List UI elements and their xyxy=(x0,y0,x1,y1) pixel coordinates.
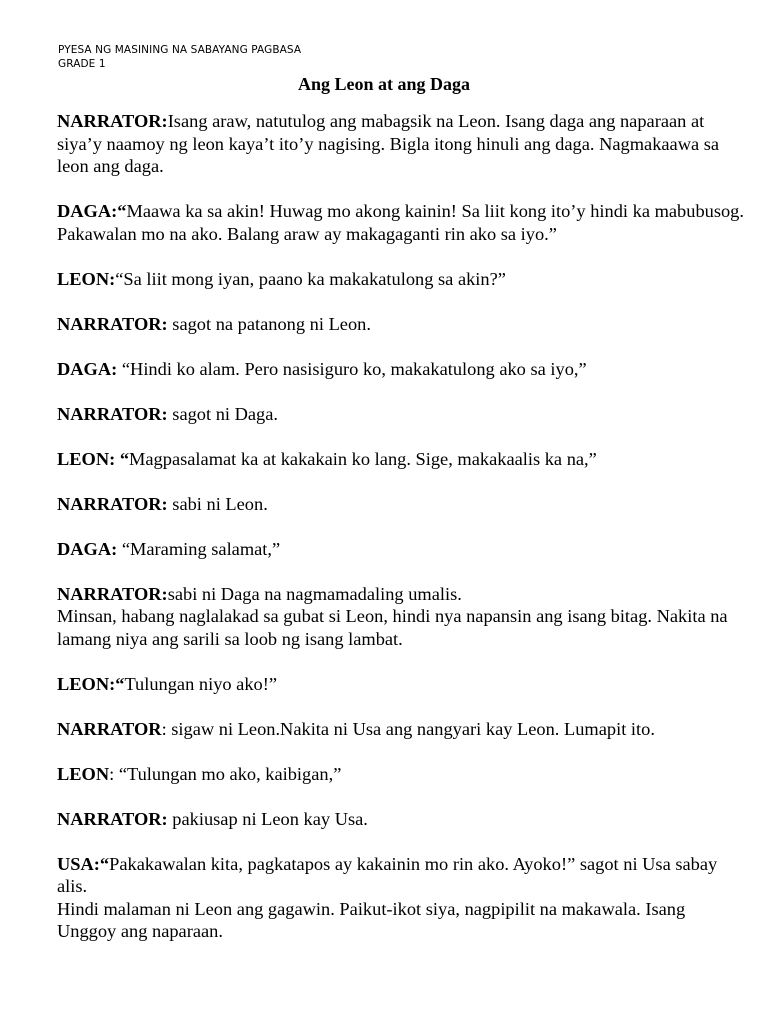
script-line xyxy=(57,583,747,651)
script-line xyxy=(57,673,747,696)
narration-continuation: Minsan, habang naglalakad sa gubat si Leon, hindi nya napansin ang isang bitag. Nakita na lamang niya ang sarili sa loob ng isang lambat. xyxy=(57,606,728,649)
dialogue-text: sagot ni Daga. xyxy=(167,403,279,424)
narration-continuation: Hindi malaman ni Leon ang gagawin. Paikut-ikot siya, nagpipilit na makawala. Isang Unggoy ang naparaan. xyxy=(57,898,686,941)
speaker-label: NARRATOR: xyxy=(57,493,168,514)
dialogue-text: “Hindi ko alam. Pero nasisiguro ko, makakatulong ako sa iyo,” xyxy=(117,358,587,379)
dialogue-text: Magpasalamat ka at kakakain ko lang. Sige, makakaalis ka na,” xyxy=(129,448,597,469)
dialogue-text: “Sa liit mong iyan, paano ka makakatulong sa akin?” xyxy=(115,268,506,289)
dialogue-text: Pakakawalan kita, pagkatapos ay kakainin mo rin ako. Ayoko!” sagot ni Usa sabay alis. xyxy=(57,853,718,896)
script-line xyxy=(57,403,747,426)
speaker-label: LEON xyxy=(57,763,110,784)
speaker-label: NARRATOR xyxy=(57,718,162,739)
dialogue-text: “Maraming salamat,” xyxy=(117,538,281,559)
dialogue-text: sabi ni Daga na nagmamadaling umalis. xyxy=(167,583,462,604)
dialogue-text: Maawa ka sa akin! Huwag mo akong kainin! Sa liit kong ito’y hindi ka mabubusog. Pakawalan mo na ako. Balang araw ay makagaganti rin ako sa iyo.” xyxy=(57,201,744,244)
script-line xyxy=(57,110,747,178)
script-line xyxy=(57,268,747,291)
speaker-label: NARRATOR: xyxy=(57,111,168,131)
speaker-label: NARRATOR: xyxy=(57,403,168,424)
dialogue-text: sabi ni Leon. xyxy=(167,493,268,514)
script-line xyxy=(57,448,747,471)
speaker-label: LEON:“ xyxy=(57,673,125,694)
script-line xyxy=(57,493,747,516)
script-line xyxy=(57,313,747,336)
dialogue-text: sagot na patanong ni Leon. xyxy=(167,313,371,334)
document-header xyxy=(58,43,301,71)
script-line xyxy=(57,538,747,561)
page-title: Ang Leon at ang Daga xyxy=(297,74,471,94)
script-body xyxy=(57,110,747,965)
script-line xyxy=(57,718,747,741)
dialogue-text: : sigaw ni Leon.Nakita ni Usa ang nangyari kay Leon. Lumapit ito. xyxy=(161,718,655,739)
script-line xyxy=(57,358,747,381)
dialogue-text: : “Tulungan mo ako, kaibigan,” xyxy=(109,763,342,784)
speaker-label: USA:“ xyxy=(57,853,110,874)
speaker-label: NARRATOR: xyxy=(57,313,168,334)
dialogue-text: Tulungan niyo ako!” xyxy=(124,673,278,694)
script-line xyxy=(57,200,747,245)
header-line-1: PYESA NG MASINING NA SABAYANG PAGBASA xyxy=(58,44,302,56)
speaker-label: LEON: “ xyxy=(57,448,130,469)
speaker-label: NARRATOR: xyxy=(57,808,168,829)
dialogue-text: Isang araw, natutulog ang mabagsik na Leon. Isang daga ang naparaan at siya’y naamoy ng leon kaya’t ito’y nagising. Bigla itong hinuli ang daga. Nagmakaawa sa leon ang daga. xyxy=(57,111,720,176)
speaker-label: DAGA: xyxy=(57,358,118,379)
header-line-2: GRADE 1 xyxy=(58,58,106,70)
dialogue-text: pakiusap ni Leon kay Usa. xyxy=(167,808,368,829)
speaker-label: NARRATOR: xyxy=(57,583,168,604)
script-line xyxy=(57,853,747,943)
script-line xyxy=(57,763,747,786)
speaker-label: DAGA: xyxy=(57,538,118,559)
speaker-label: DAGA:“ xyxy=(57,201,127,221)
speaker-label: LEON: xyxy=(57,268,116,289)
script-line xyxy=(57,808,747,831)
